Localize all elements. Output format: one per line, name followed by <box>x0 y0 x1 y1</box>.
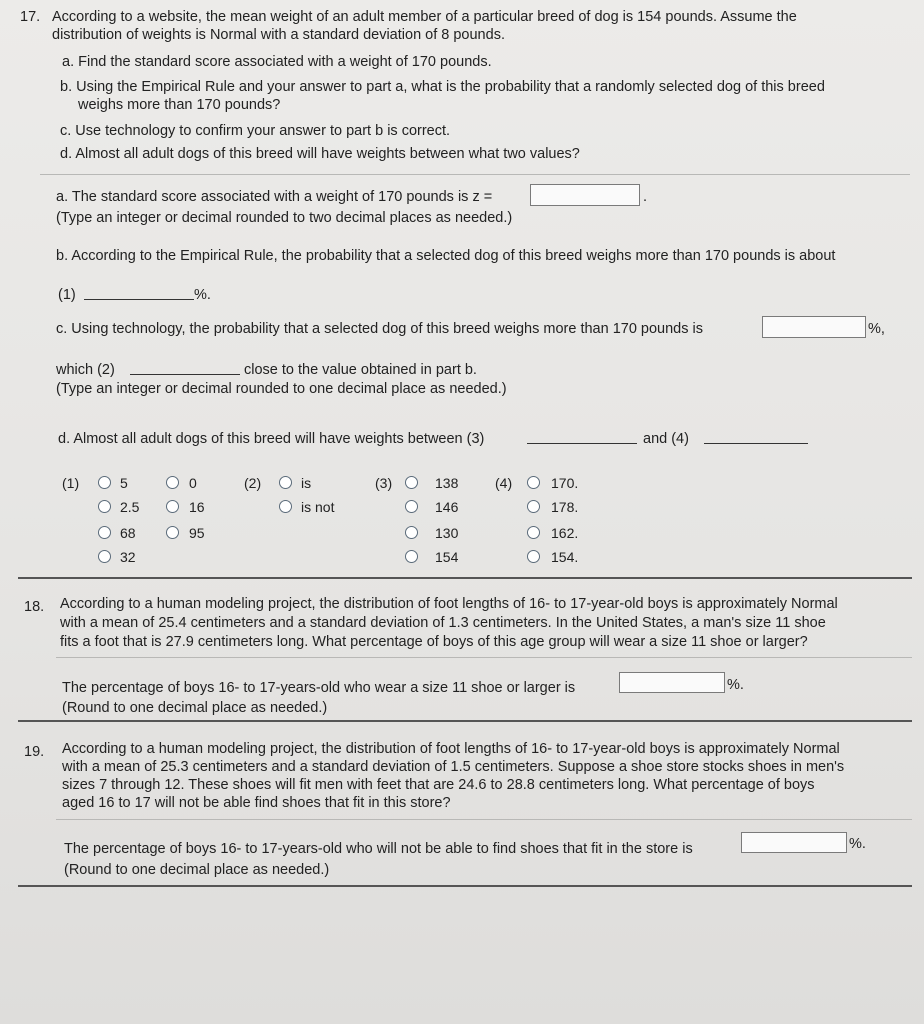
blank-4-dropdown[interactable] <box>704 443 808 444</box>
option-label: 130 <box>435 525 459 541</box>
q19-number: 19. <box>24 744 45 760</box>
radio-option[interactable] <box>166 500 179 513</box>
option-label: 162. <box>551 525 579 541</box>
radio-option[interactable] <box>527 526 540 539</box>
radio-option[interactable] <box>405 500 418 513</box>
radio-option[interactable] <box>279 500 292 513</box>
percent-suffix: %. <box>727 677 744 693</box>
q19-note: (Round to one decimal place as needed.) <box>64 862 330 878</box>
option-label: 32 <box>120 549 136 565</box>
q17-answer-b-text: b. According to the Empirical Rule, the probability that a selected dog of this breed weighs more than 170 pounds is about <box>56 248 836 264</box>
radio-option[interactable] <box>166 526 179 539</box>
blank-3-dropdown[interactable] <box>527 443 637 444</box>
technology-probability-input[interactable] <box>762 316 866 338</box>
radio-option[interactable] <box>279 476 292 489</box>
q17-part-a: a. Find the standard score associated with a weight of 170 pounds. <box>62 54 492 70</box>
radio-option[interactable] <box>98 526 111 539</box>
divider <box>56 657 912 658</box>
blank-label-2: which (2) <box>56 362 115 378</box>
period: . <box>643 189 648 205</box>
q18-number: 18. <box>24 599 45 615</box>
q17-stem-line2: distribution of weights is Normal with a standard deviation of 8 pounds. <box>52 27 505 43</box>
z-score-input[interactable] <box>530 184 640 206</box>
radio-option[interactable] <box>405 526 418 539</box>
percent-suffix: %. <box>849 836 866 852</box>
q18-note: (Round to one decimal place as needed.) <box>62 700 328 716</box>
q17-answer-c-continuation: close to the value obtained in part b. <box>244 362 477 378</box>
q18-percentage-input[interactable] <box>619 672 725 693</box>
blank-1-dropdown[interactable] <box>84 299 194 300</box>
q19-line4: aged 16 to 17 will not be able find shoes that fit in this store? <box>62 795 451 811</box>
radio-option[interactable] <box>166 476 179 489</box>
question-divider <box>18 720 912 722</box>
option-label: 138 <box>435 475 459 491</box>
option-label: 95 <box>189 525 205 541</box>
option-label: 170. <box>551 475 579 491</box>
radio-option[interactable] <box>527 500 540 513</box>
q18-line3: fits a foot that is 27.9 centimeters long. What percentage of boys of this age group will wear a size 11 shoe or larger? <box>60 634 808 650</box>
blank-label-1: (1) <box>58 287 76 303</box>
q17-part-d: d. Almost all adult dogs of this breed will have weights between what two values? <box>60 146 580 162</box>
and-label: and (4) <box>643 431 689 447</box>
option-label: 16 <box>189 499 205 515</box>
q17-part-b-line1: b. Using the Empirical Rule and your answer to part a, what is the probability that a randomly selected dog of this breed <box>60 79 825 95</box>
divider <box>56 819 912 820</box>
option-label: 154. <box>551 549 579 565</box>
q17-answer-d-text: d. Almost all adult dogs of this breed will have weights between (3) <box>58 431 485 447</box>
option-label: is not <box>301 499 335 515</box>
radio-option[interactable] <box>527 550 540 563</box>
q19-line3: sizes 7 through 12. These shoes will fit men with feet that are 24.6 to 28.8 centimeters long. What percentage of boys <box>62 777 815 793</box>
choice-group-2-label: (2) <box>244 475 262 491</box>
option-label: 5 <box>120 475 128 491</box>
q17-answer-c-note: (Type an integer or decimal rounded to one decimal place as needed.) <box>56 381 507 397</box>
q17-stem-line1: According to a website, the mean weight of an adult member of a particular breed of dog is 154 pounds. Assume the <box>52 9 797 25</box>
q17-part-c: c. Use technology to confirm your answer to part b is correct. <box>60 123 451 139</box>
percent-suffix: %, <box>868 321 885 337</box>
choice-group-1-label: (1) <box>62 475 80 491</box>
radio-option[interactable] <box>405 476 418 489</box>
q19-percentage-input[interactable] <box>741 832 847 853</box>
radio-option[interactable] <box>98 476 111 489</box>
q17-part-b-line2: weighs more than 170 pounds? <box>78 97 281 113</box>
blank-2-dropdown[interactable] <box>130 374 240 375</box>
option-label: 154 <box>435 549 459 565</box>
option-label: is <box>301 475 312 491</box>
q18-line2: with a mean of 25.4 centimeters and a standard deviation of 1.3 centimeters. In the United States, a man's size 11 shoe <box>60 615 826 631</box>
q17-number: 17. <box>20 9 41 25</box>
option-label: 178. <box>551 499 579 515</box>
choice-group-4-label: (4) <box>495 475 513 491</box>
option-label: 146 <box>435 499 459 515</box>
choice-group-3-label: (3) <box>375 475 393 491</box>
radio-option[interactable] <box>98 550 111 563</box>
q19-answer-text: The percentage of boys 16- to 17-years-old who will not be able to find shoes that fit in the store is <box>64 841 693 857</box>
option-label: 68 <box>120 525 136 541</box>
q17-answer-c-text: c. Using technology, the probability that a selected dog of this breed weighs more than 170 pounds is <box>56 321 703 337</box>
radio-option[interactable] <box>405 550 418 563</box>
radio-option[interactable] <box>98 500 111 513</box>
divider <box>40 174 910 175</box>
q18-answer-text: The percentage of boys 16- to 17-years-old who wear a size 11 shoe or larger is <box>62 680 576 696</box>
q18-line1: According to a human modeling project, the distribution of foot lengths of 16- to 17-year-old boys is approximately Normal <box>60 596 838 612</box>
q19-line1: According to a human modeling project, the distribution of foot lengths of 16- to 17-year-old boys is approximately Normal <box>62 741 840 757</box>
q19-line2: with a mean of 25.3 centimeters and a standard deviation of 1.5 centimeters. Suppose a shoe store stocks shoes in men's <box>62 759 845 775</box>
percent-suffix: %. <box>194 287 211 303</box>
question-divider <box>18 577 912 579</box>
option-label: 2.5 <box>120 499 140 515</box>
question-divider <box>18 885 912 887</box>
option-label: 0 <box>189 475 197 491</box>
q17-answer-a-note: (Type an integer or decimal rounded to two decimal places as needed.) <box>56 210 513 226</box>
q17-answer-a-text: a. The standard score associated with a weight of 170 pounds is z = <box>56 189 493 205</box>
radio-option[interactable] <box>527 476 540 489</box>
